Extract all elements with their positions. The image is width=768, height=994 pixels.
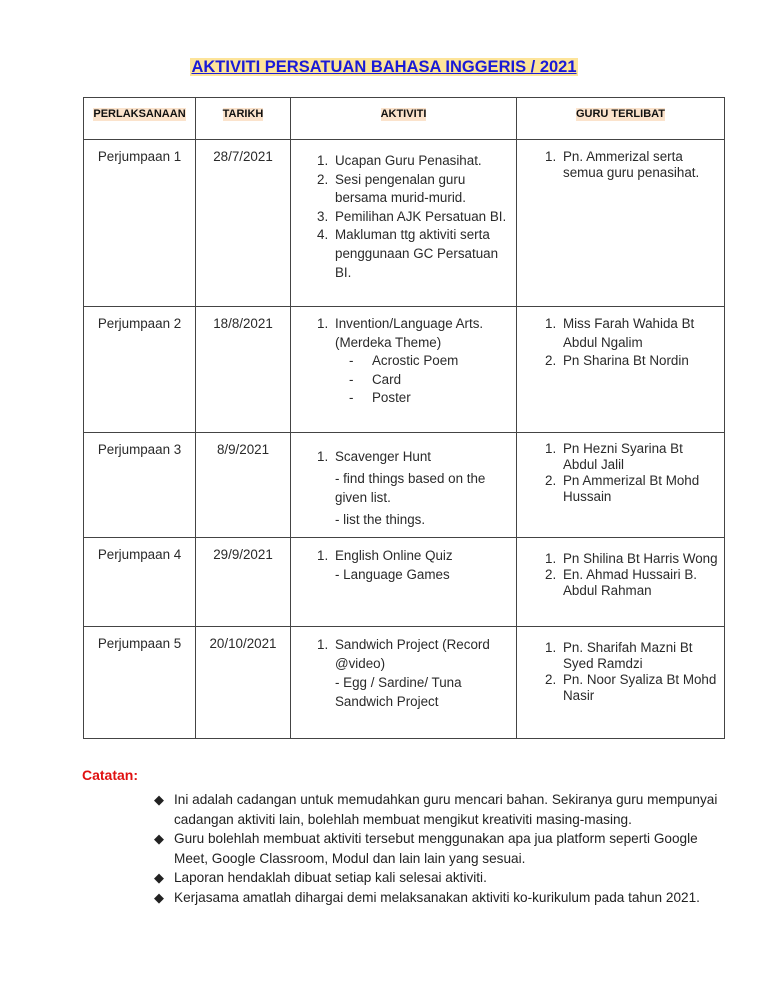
- header-guru-terlibat: [517, 98, 725, 140]
- aktiviti-cell: [291, 307, 517, 433]
- activity-note: - Egg / Sardine/ Tuna Sandwich Project: [335, 675, 462, 709]
- list-item: 1. Miss Farah Wahida Bt Abdul Ngalim: [545, 316, 695, 350]
- list-item: 2. Pn. Noor Syaliza Bt Mohd Nasir: [545, 672, 717, 703]
- list-item: 2. En. Ahmad Hussairi B. Abdul Rahman: [545, 567, 697, 598]
- activity-schedule-table: [83, 97, 725, 739]
- list-item: 3. Pemilihan AJK Persatuan BI.: [317, 208, 507, 224]
- tarikh-cell: 20/10/2021: [196, 627, 291, 739]
- header-perlaksanaan: [84, 98, 196, 140]
- activity-note: - list the things.: [335, 512, 426, 527]
- diamond-bullet-icon: ◆: [154, 831, 164, 846]
- document-title: AKTIVITI PERSATUAN BAHASA INGGERIS / 2021: [191, 58, 577, 76]
- list-item: 1. Pn Shilina Bt Harris Wong: [545, 551, 718, 566]
- header-tarikh: [196, 98, 291, 140]
- guru-cell: [517, 538, 725, 627]
- table-row: [84, 627, 725, 739]
- activity-note: - Language Games: [335, 567, 450, 582]
- note-text: Guru bolehlah membuat aktiviti tersebut menggunakan apa jua platform seperti Google Meet, Google Classroom, Modul dan lain lain yang sesuai.: [174, 831, 698, 866]
- table-row: [84, 538, 725, 627]
- table-row: [84, 307, 725, 433]
- header-label: PERLAKSANAAN: [93, 108, 186, 120]
- list-item: 4. Makluman ttg aktiviti serta penggunaan GC Persatuan BI.: [317, 227, 499, 280]
- note-item: [154, 868, 734, 888]
- header-label: TARIKH: [222, 108, 264, 120]
- note-text: Laporan hendaklah dibuat setiap kali selesai aktiviti.: [174, 870, 487, 885]
- tarikh-cell: 28/7/2021: [196, 140, 291, 307]
- list-item: 2. Sesi pengenalan guru bersama murid-murid.: [317, 171, 466, 206]
- guru-cell: [517, 307, 725, 433]
- list-item: 1. Pn. Sharifah Mazni Bt Syed Ramdzi: [545, 640, 693, 671]
- sub-list-item: - Card: [349, 371, 402, 387]
- tarikh-cell: 8/9/2021: [196, 433, 291, 538]
- table-row: [84, 433, 725, 538]
- table-row: [84, 140, 725, 307]
- perlaksanaan-cell: Perjumpaan 1: [84, 140, 196, 307]
- list-item: 1. Pn Hezni Syarina Bt Abdul Jalil: [545, 441, 683, 472]
- table-header-row: [84, 98, 725, 140]
- header-aktiviti: [291, 98, 517, 140]
- list-item: 1. Invention/Language Arts. (Merdeka Theme): [317, 316, 484, 350]
- aktiviti-cell: [291, 627, 517, 739]
- header-label: GURU TERLIBAT: [575, 108, 665, 120]
- list-item: 1. Pn. Ammerizal serta semua guru penasihat.: [545, 149, 700, 180]
- aktiviti-cell: [291, 140, 517, 307]
- tarikh-cell: 29/9/2021: [196, 538, 291, 627]
- diamond-bullet-icon: ◆: [154, 889, 164, 905]
- sub-list-item: - Poster: [349, 390, 411, 406]
- guru-cell: [517, 433, 725, 538]
- note-text: Kerjasama amatlah dihargai demi melaksanakan aktiviti ko-kurikulum pada tahun 2021.: [174, 889, 700, 905]
- diamond-bullet-icon: ◆: [154, 870, 164, 885]
- guru-cell: [517, 627, 725, 739]
- tarikh-cell: 18/8/2021: [196, 307, 291, 433]
- guru-cell: [517, 140, 725, 307]
- list-item: 1. English Online Quiz: [317, 548, 453, 563]
- aktiviti-cell: [291, 433, 517, 538]
- list-item: 2. Pn Ammerizal Bt Mohd Hussain: [545, 473, 700, 504]
- sub-list-item: - Acrostic Poem: [349, 353, 459, 369]
- perlaksanaan-cell: Perjumpaan 5: [84, 627, 196, 739]
- perlaksanaan-cell: Perjumpaan 4: [84, 538, 196, 627]
- note-item: [154, 888, 734, 908]
- notes-list: [154, 790, 734, 907]
- notes-label: Catatan:: [82, 767, 139, 783]
- activity-note: - find things based on the given list.: [335, 471, 486, 505]
- list-item: 2. Pn Sharina Bt Nordin: [545, 353, 689, 369]
- note-item: [154, 790, 734, 829]
- diamond-bullet-icon: ◆: [154, 792, 164, 807]
- document-title-wrap: [0, 58, 768, 77]
- list-item: 1. Ucapan Guru Penasihat.: [317, 153, 482, 168]
- list-item: 1. Scavenger Hunt: [317, 449, 432, 464]
- note-item: [154, 829, 734, 868]
- perlaksanaan-cell: Perjumpaan 3: [84, 433, 196, 538]
- header-label: AKTIVITI: [380, 108, 427, 120]
- list-item: 1. Sandwich Project (Record @video): [317, 637, 490, 671]
- note-text: Ini adalah cadangan untuk memudahkan guru mencari bahan. Sekiranya guru mempunyai cadangan aktiviti lain, bolehlah membuat mengikut kreativiti masing-masing.: [174, 792, 718, 827]
- perlaksanaan-cell: Perjumpaan 2: [84, 307, 196, 433]
- aktiviti-cell: [291, 538, 517, 627]
